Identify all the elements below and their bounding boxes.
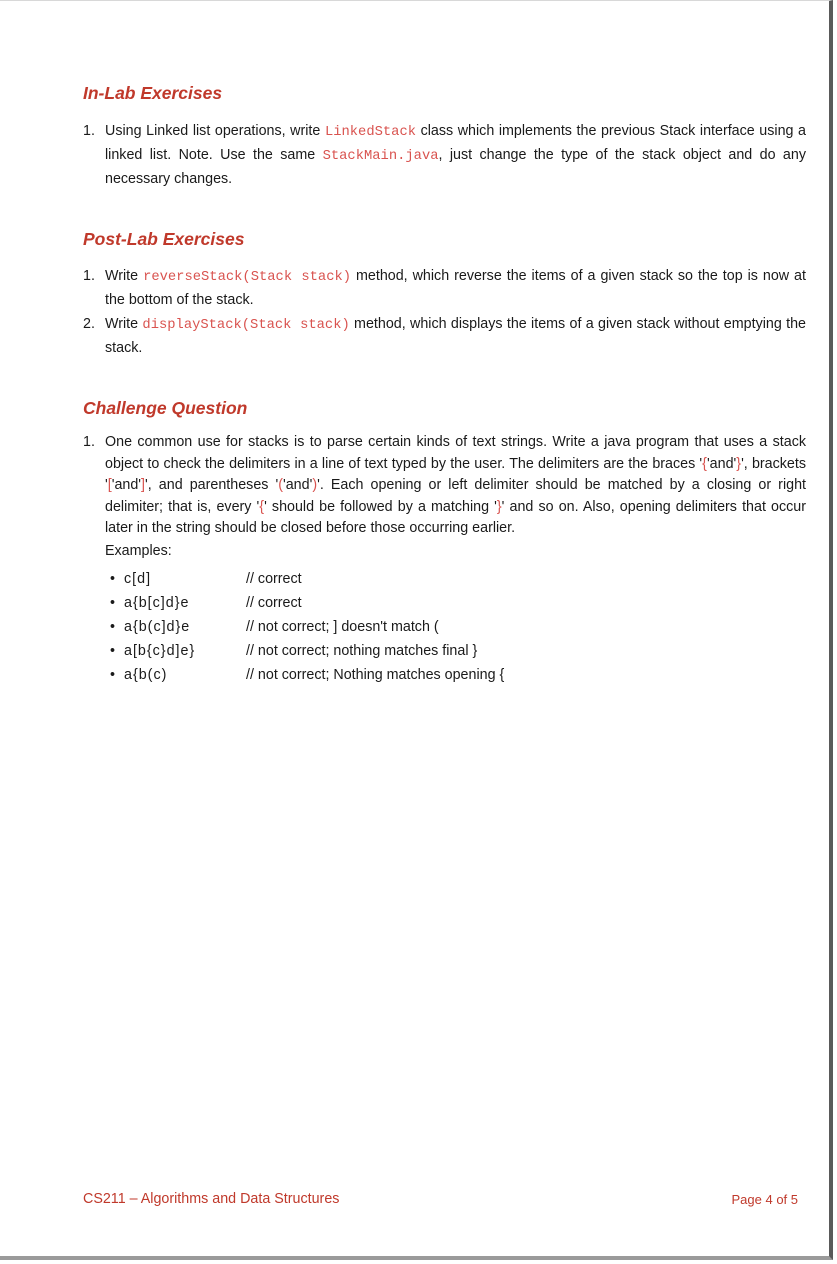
bullet-icon: • — [110, 667, 116, 683]
item-text: Using Linked list operations, write — [105, 123, 325, 139]
example-comment: // correct — [246, 595, 302, 611]
challenge-heading: Challenge Question — [83, 398, 248, 418]
code-stackmain: StackMain.java — [322, 149, 439, 164]
in-lab-item-1 — [83, 120, 806, 191]
challenge-text: ', and parentheses ' — [145, 477, 279, 493]
delimiter: } — [496, 498, 502, 515]
post-lab-item-2 — [83, 313, 806, 360]
challenge-text: ' should be followed by a matching ' — [264, 498, 497, 515]
footer-course-title: CS211 – Algorithms and Data Structures — [83, 1191, 340, 1207]
delimiter: } — [736, 455, 742, 472]
example-expression: a{b(c) — [124, 667, 168, 683]
challenge-text: ' and so on. Also, opening delimiters that occur later in the string should be closed before those occurring earlier. — [105, 498, 806, 536]
example-row — [110, 615, 610, 639]
item-text: method, which displays the items of a given stack without emptying the stack. — [105, 316, 806, 356]
item-text: class which implements the previous Stack interface using a linked list. Note. Use the same — [105, 123, 806, 163]
post-lab-heading: Post-Lab Exercises — [83, 229, 245, 249]
challenge-text: ', brackets ' — [105, 455, 806, 493]
example-comment: // correct — [246, 571, 302, 587]
bullet-icon: • — [110, 595, 116, 611]
examples-list — [110, 567, 610, 687]
delimiter: ] — [141, 477, 146, 493]
bullet-icon: • — [110, 643, 116, 659]
example-comment: // not correct; Nothing matches opening { — [246, 667, 505, 683]
bullet-icon: • — [110, 571, 116, 587]
item-text: , just change the type of the stack object and do any necessary changes. — [105, 147, 806, 187]
item-number: 1. — [83, 268, 95, 284]
bullet-icon: • — [110, 619, 116, 635]
delimiter: { — [259, 498, 265, 515]
item-text: Write — [105, 268, 144, 284]
item-number: 1. — [83, 123, 95, 139]
example-expression: a[b{c}d]e} — [124, 643, 196, 659]
code-linkedstack: LinkedStack — [324, 125, 417, 140]
example-expression: a{b[c]d}e — [124, 595, 190, 611]
code-reversestack: reverseStack(Stack stack) — [143, 270, 352, 285]
footer-page-number: Page 4 of 5 — [731, 1192, 798, 1207]
challenge-text: 'and' — [706, 455, 737, 472]
delimiter: [ — [107, 477, 112, 493]
examples-label: Examples: — [105, 543, 172, 559]
item-number: 2. — [83, 316, 95, 332]
example-comment: // not correct; ] doesn't match ( — [246, 619, 439, 635]
in-lab-heading: In-Lab Exercises — [83, 83, 223, 103]
example-row — [110, 639, 610, 663]
example-comment: // not correct; nothing matches final } — [246, 643, 478, 659]
code-displaystack: displayStack(Stack stack) — [142, 318, 350, 333]
example-row — [110, 663, 610, 687]
item-text: method, which reverse the items of a given stack so the top is now at the bottom of the stack. — [105, 268, 806, 308]
delimiter: ( — [278, 477, 283, 493]
example-expression: c[d] — [124, 571, 152, 587]
delimiter: { — [702, 455, 707, 472]
challenge-item-1 — [83, 432, 806, 540]
post-lab-item-1 — [83, 265, 806, 312]
delimiter: ) — [312, 477, 318, 493]
example-row — [110, 567, 610, 591]
example-expression: a{b(c]d}e — [124, 619, 191, 635]
challenge-text: 'and' — [283, 477, 313, 493]
challenge-text: 'and' — [111, 477, 142, 493]
item-text: Write — [105, 316, 143, 332]
challenge-text: '. Each opening or left delimiter should be matched by a closing or right delimiter; that is, every ' — [105, 477, 806, 515]
item-number: 1. — [83, 434, 95, 450]
challenge-text: One common use for stacks is to parse certain kinds of text strings. Write a java program that uses a stack object to check the delimiters in a line of text typed by the user. The delimiters are the braces ' — [105, 434, 806, 472]
example-row — [110, 591, 610, 615]
